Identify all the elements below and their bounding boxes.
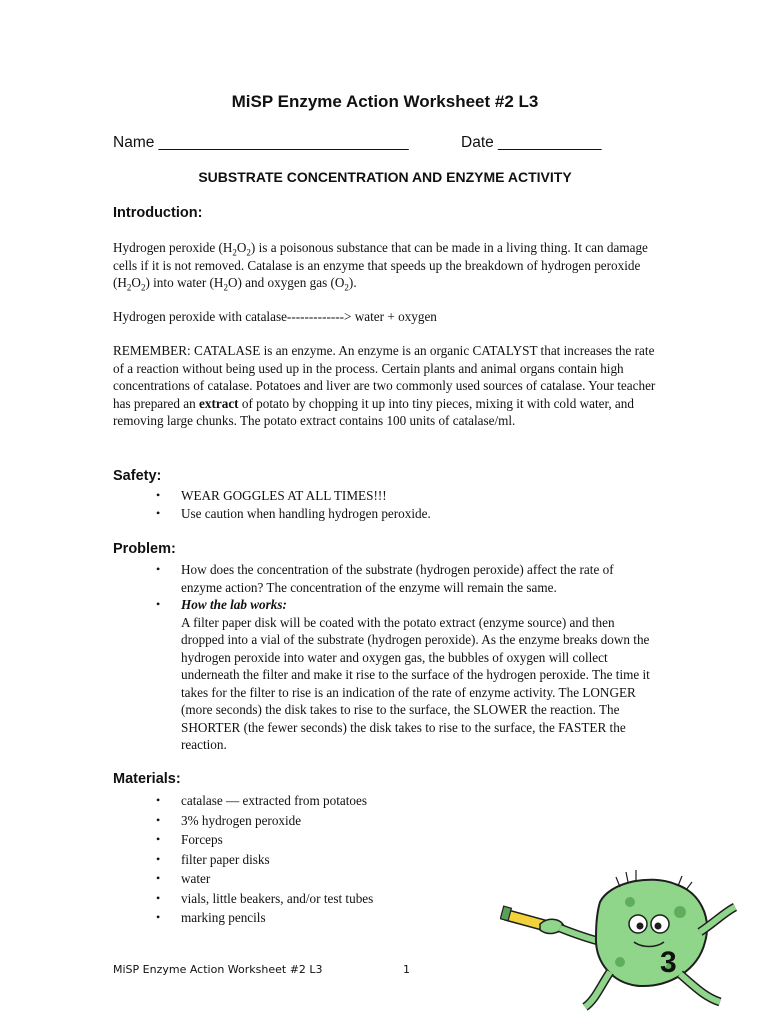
list-item: • catalase — extracted from potatoes xyxy=(156,791,656,811)
bullet-icon: • xyxy=(156,910,161,924)
name-field-line: Name _____________________________ xyxy=(113,134,409,151)
bullet-icon: • xyxy=(156,488,161,502)
frog-badge-number: 3 xyxy=(660,946,677,979)
bullet-icon: • xyxy=(156,597,161,611)
worksheet-subtitle: SUBSTRATE CONCENTRATION AND ENZYME ACTIVITY xyxy=(198,169,572,185)
introduction-heading: Introduction: xyxy=(113,205,203,221)
bullet-icon: • xyxy=(156,890,161,905)
footer-document-title: MiSP Enzyme Action Worksheet #2 L3 xyxy=(113,963,323,976)
bullet-icon: • xyxy=(156,505,161,520)
materials-heading: Materials: xyxy=(113,771,181,787)
introduction-paragraph-1: Hydrogen peroxide $(H_2O_2)$ is a poisonous substance that can be made in a living thing. It can damage cells if it is not removed. Catalase is an enzyme that speeds up the breakdown of hydrogen peroxide $(H_2O_2)$ into water $(H_2O)$ and oxygen gas $(O_2)$. xyxy=(113,240,648,293)
how-lab-works-label: How the lab works: xyxy=(181,597,287,612)
list-item: • filter paper disks xyxy=(156,850,656,870)
bullet-icon: • xyxy=(156,871,161,885)
bullet-icon: • xyxy=(156,793,161,807)
bullet-icon: • xyxy=(156,562,161,576)
list-item: • Forceps xyxy=(156,830,656,850)
list-item: • Use caution when handling hydrogen peroxide. xyxy=(156,505,431,521)
date-field-line: Date ____________ xyxy=(461,134,602,151)
list-item: • vials, little beakers, and/or test tubes xyxy=(156,889,656,909)
list-item: • marking pencils xyxy=(156,908,656,928)
bullet-icon: • xyxy=(156,851,161,866)
page-title: MiSP Enzyme Action Worksheet #2 L3 xyxy=(231,92,539,111)
introduction-paragraph-3: REMEMBER: CATALASE is an enzyme. An enzyme is an organic CATALYST that increases the rate of a reaction without being used up in the process. Certain plants and animal organs contain high concentrations of catalase. Potatoes and liver are two commonly used sources of catalase. Your teacher has prepared an extract of potato by chopping it up into tiny pieces, mixing it with cold water, and removing large chunks. The potato extract contains 100 units of catalase/ml. xyxy=(113,343,656,428)
safety-list xyxy=(156,487,656,522)
list-item xyxy=(156,596,656,754)
problem-list xyxy=(156,561,656,754)
list-item: • How does the concentration of the substrate (hydrogen peroxide) affect the rate of enzyme action? The concentration of the enzyme will remain the same. xyxy=(156,562,614,595)
list-item: • 3% hydrogen peroxide xyxy=(156,811,656,831)
bullet-icon: • xyxy=(156,832,161,846)
bullet-icon: • xyxy=(156,812,161,827)
list-item: • water xyxy=(156,869,656,889)
page-number: 1 xyxy=(403,963,410,976)
how-lab-works-text: A filter paper disk will be coated with the potato extract (enzyme source) and then dropped into a vial of the substrate (hydrogen peroxide). As the enzyme breaks down the hydrogen peroxide into water and oxygen gas, the bubbles of oxygen will collect underneath the filter and make it rise to the surface of the hydrogen peroxide. The time it takes for the filter to rise is an indication of the rate of enzyme activity. The LONGER (more seconds) the disk takes to rise to the surface, the SLOWER the reaction. The SHORTER (the fewer seconds) the disk takes to rise to the surface, the FASTER the reaction. xyxy=(181,614,650,752)
problem-heading: Problem: xyxy=(113,541,176,557)
safety-heading: Safety: xyxy=(113,468,162,484)
reaction-equation: Hydrogen peroxide with catalase-------------> water + oxygen xyxy=(113,309,437,324)
list-item: • WEAR GOGGLES AT ALL TIMES!!! xyxy=(156,488,387,503)
frog-mascot-icon xyxy=(500,862,750,1012)
